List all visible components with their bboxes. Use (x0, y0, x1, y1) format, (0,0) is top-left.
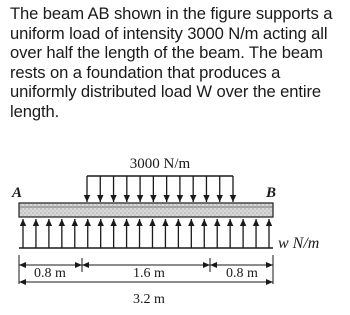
foundation-load-arrow (33, 219, 39, 248)
applied-load-arrow (230, 176, 236, 202)
applied-load-arrow (203, 176, 209, 202)
foundation-load-arrow (188, 219, 194, 248)
problem-line: rests on a foundation that produces a (10, 62, 281, 82)
end-a-label: A (12, 185, 23, 201)
problem-line: uniform load of intensity 3000 N/m acting all (10, 23, 328, 43)
left-segment-label: 0.8 m (34, 266, 66, 281)
problem-line: The beam AB shown in the figure supports a (10, 4, 333, 23)
applied-load-label: 3000 N/m (129, 156, 191, 172)
foundation-load-arrow (20, 219, 26, 248)
foundation-load-arrow (123, 219, 129, 248)
foundation-load-arrow (59, 219, 65, 248)
applied-load-arrow (110, 176, 116, 202)
foundation-load-arrows (20, 219, 272, 248)
foundation-load-arrow (253, 219, 259, 248)
foundation-load-arrow (240, 219, 246, 248)
beam-ab (19, 203, 273, 217)
applied-load-arrows (84, 176, 236, 202)
end-b-label: B (266, 185, 277, 201)
foundation-load-arrow (110, 219, 116, 248)
foundation-load-arrow (46, 219, 52, 248)
problem-line: over half the length of the beam. The beam (10, 43, 323, 62)
foundation-load-arrow (162, 219, 168, 248)
applied-load-arrow (163, 176, 169, 202)
foundation-load-arrow (85, 219, 91, 248)
middle-segment-label: 1.6 m (133, 266, 165, 281)
applied-load-arrow (124, 176, 130, 202)
foundation-load-arrow (227, 219, 233, 248)
foundation-load-arrow (72, 219, 78, 248)
foundation-load-arrow (201, 219, 207, 248)
applied-load-arrow (150, 176, 156, 202)
problem-line: length. (10, 101, 60, 121)
applied-load-arrow (217, 176, 223, 202)
foundation-load-arrow (97, 219, 103, 248)
right-segment-label: 0.8 m (226, 266, 258, 281)
applied-load-arrow (84, 176, 90, 202)
foundation-load-label: w N/m (278, 235, 320, 252)
foundation-load-arrow (136, 219, 142, 248)
total-length-label: 3.2 m (133, 292, 165, 307)
foundation-load-arrow (149, 219, 155, 248)
applied-load-arrow (137, 176, 143, 202)
problem-line: uniformly distributed load W over the entire (10, 82, 322, 101)
foundation-load-arrow (175, 219, 181, 248)
applied-load-arrow (177, 176, 183, 202)
applied-load-arrow (190, 176, 196, 202)
applied-load-arrow (97, 176, 103, 202)
foundation-load-arrow (214, 219, 220, 248)
foundation-load-arrow (266, 219, 272, 248)
